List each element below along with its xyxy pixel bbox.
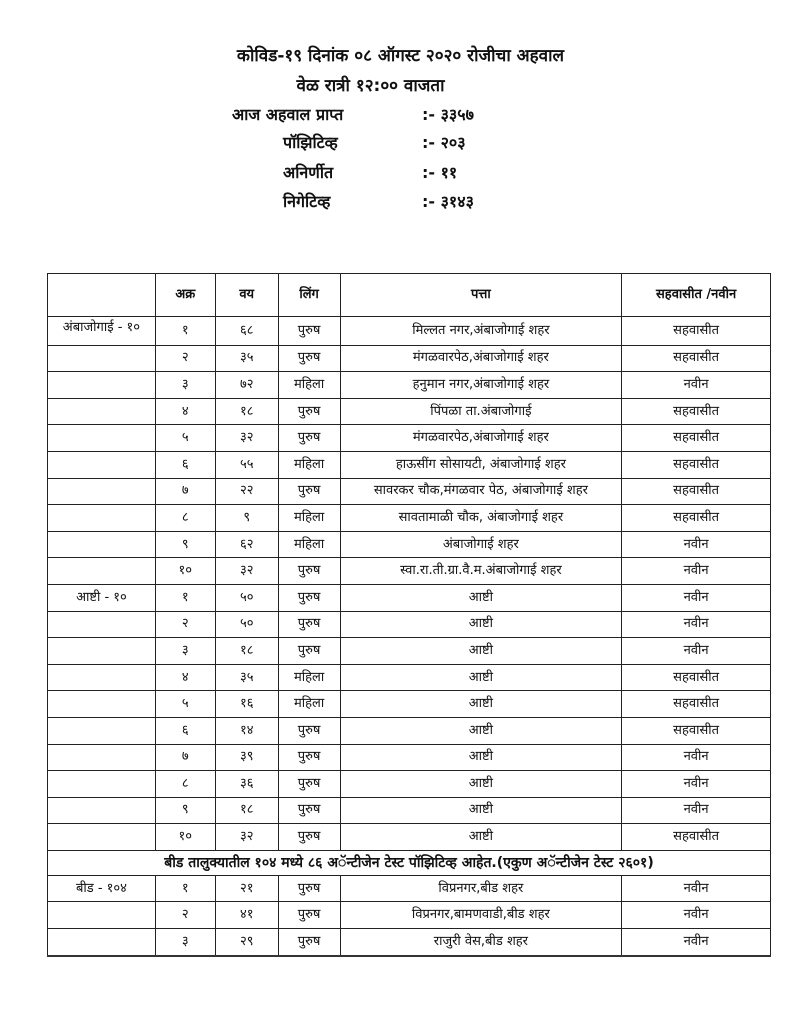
- report-title: कोविड-१९ दिनांक ०८ ऑगस्ट २०२० रोजीचा अहवाल: [236, 46, 565, 66]
- table-row: [48, 558, 771, 585]
- cell-address: सावतामाळी चौक, अंबाजोगाई शहर: [340, 505, 622, 532]
- cell-address: आष्टी: [340, 691, 622, 718]
- cell-gender: पुरुष: [278, 398, 340, 425]
- cell-serial: ७: [155, 744, 215, 771]
- cell-contact-type: सहवासीत: [622, 505, 771, 532]
- cell-address: मिल्लत नगर,अंबाजोगाई शहर: [340, 317, 622, 346]
- cell-serial: ९: [155, 797, 215, 824]
- cell-serial: १: [155, 584, 215, 611]
- cell-gender: महिला: [278, 505, 340, 532]
- cell-gender: पुरुष: [278, 717, 340, 744]
- cell-taluka: [48, 638, 156, 665]
- cell-age: २२: [215, 478, 278, 505]
- cell-age: ३२: [215, 824, 278, 851]
- cell-serial: १: [155, 875, 215, 902]
- table-row: [48, 875, 771, 902]
- cell-age: ३९: [215, 744, 278, 771]
- cell-address: अंबाजोगाई शहर: [340, 531, 622, 558]
- table-row: [48, 638, 771, 665]
- table-row: [48, 584, 771, 611]
- summary-label: पॉझिटिव्ह: [283, 133, 338, 152]
- table-row: [48, 824, 771, 851]
- cell-taluka: [48, 929, 156, 956]
- cell-serial: ३: [155, 372, 215, 399]
- summary-value: :- ३१४३: [422, 192, 474, 211]
- cell-address: विप्रनगर,बामणवाडी,बीड शहर: [340, 902, 622, 929]
- cell-age: ३६: [215, 771, 278, 798]
- table-row: [48, 797, 771, 824]
- cell-serial: २: [155, 345, 215, 372]
- cell-address: आष्टी: [340, 611, 622, 638]
- cell-taluka: [48, 398, 156, 425]
- cell-age: २९: [215, 929, 278, 956]
- header-gender: लिंग: [278, 274, 340, 317]
- cell-serial: २: [155, 611, 215, 638]
- cell-contact-type: सहवासीत: [622, 824, 771, 851]
- cell-serial: १०: [155, 558, 215, 585]
- cell-address: आष्टी: [340, 638, 622, 665]
- antigen-note-row: [48, 850, 771, 875]
- table-row: [48, 691, 771, 718]
- cell-contact-type: सहवासीत: [622, 345, 771, 372]
- summary-label: निगेटिव्ह: [283, 192, 331, 211]
- cell-address: स्वा.रा.ती.ग्रा.वै.म.अंबाजोगाई शहर: [340, 558, 622, 585]
- cell-address: आष्टी: [340, 824, 622, 851]
- table-row: [48, 372, 771, 399]
- cell-serial: १०: [155, 824, 215, 851]
- summary-value: :- ३३५७: [422, 105, 474, 124]
- table-row: [48, 345, 771, 372]
- cell-age: १८: [215, 638, 278, 665]
- cell-age: ९: [215, 505, 278, 532]
- cell-taluka: आष्टी - १०: [48, 584, 156, 611]
- cell-age: १८: [215, 797, 278, 824]
- cell-contact-type: सहवासीत: [622, 691, 771, 718]
- cell-gender: पुरुष: [278, 902, 340, 929]
- cell-serial: ३: [155, 929, 215, 956]
- table-row: [48, 771, 771, 798]
- cell-address: आष्टी: [340, 664, 622, 691]
- cell-gender: पुरुष: [278, 875, 340, 902]
- cell-contact-type: नवीन: [622, 638, 771, 665]
- cell-contact-type: सहवासीत: [622, 317, 771, 346]
- summary-value: :- २०३: [422, 133, 466, 152]
- cell-gender: पुरुष: [278, 797, 340, 824]
- cell-contact-type: नवीन: [622, 797, 771, 824]
- cell-address: आष्टी: [340, 744, 622, 771]
- cell-serial: ४: [155, 664, 215, 691]
- table-header-row: [48, 274, 771, 317]
- cell-taluka: बीड - १०४: [48, 875, 156, 902]
- cell-age: ६२: [215, 531, 278, 558]
- cell-address: राजुरी वेस,बीड शहर: [340, 929, 622, 956]
- cell-taluka: [48, 902, 156, 929]
- cell-taluka: [48, 505, 156, 532]
- table-row: [48, 505, 771, 532]
- table-row: [48, 531, 771, 558]
- cell-address: मंगळवारपेठ,अंबाजोगाई शहर: [340, 425, 622, 452]
- summary-label: आज अहवाल प्राप्त: [232, 105, 344, 124]
- cell-gender: पुरुष: [278, 345, 340, 372]
- table-body: [48, 317, 771, 956]
- cell-contact-type: सहवासीत: [622, 425, 771, 452]
- cell-gender: पुरुष: [278, 771, 340, 798]
- cell-serial: ८: [155, 505, 215, 532]
- cell-address: आष्टी: [340, 771, 622, 798]
- cell-serial: ९: [155, 531, 215, 558]
- cell-address: मंगळवारपेठ,अंबाजोगाई शहर: [340, 345, 622, 372]
- cell-contact-type: नवीन: [622, 531, 771, 558]
- cell-serial: ६: [155, 451, 215, 478]
- cell-taluka: [48, 664, 156, 691]
- cell-taluka: [48, 531, 156, 558]
- cell-taluka: [48, 425, 156, 452]
- cell-taluka: [48, 691, 156, 718]
- cell-contact-type: नवीन: [622, 771, 771, 798]
- cell-taluka: [48, 345, 156, 372]
- table-row: [48, 717, 771, 744]
- cell-age: ३२: [215, 558, 278, 585]
- header-serial: अक्र: [155, 274, 215, 317]
- cell-taluka: [48, 717, 156, 744]
- cell-age: ७२: [215, 372, 278, 399]
- cell-gender: महिला: [278, 372, 340, 399]
- cell-age: १८: [215, 398, 278, 425]
- cell-gender: पुरुष: [278, 584, 340, 611]
- cell-contact-type: नवीन: [622, 875, 771, 902]
- cell-gender: पुरुष: [278, 824, 340, 851]
- cell-address: आष्टी: [340, 584, 622, 611]
- cell-age: १६: [215, 691, 278, 718]
- summary-positive: [0, 130, 791, 156]
- cell-contact-type: नवीन: [622, 744, 771, 771]
- cell-gender: पुरुष: [278, 929, 340, 956]
- cell-gender: महिला: [278, 664, 340, 691]
- cell-age: ३५: [215, 664, 278, 691]
- cell-contact-type: नवीन: [622, 584, 771, 611]
- cell-contact-type: नवीन: [622, 929, 771, 956]
- cell-taluka: [48, 824, 156, 851]
- cell-gender: महिला: [278, 691, 340, 718]
- cell-age: ४१: [215, 902, 278, 929]
- cell-taluka: [48, 797, 156, 824]
- cell-serial: ५: [155, 691, 215, 718]
- cell-age: १४: [215, 717, 278, 744]
- cell-address: सावरकर चौक,मंगळवार पेठ, अंबाजोगाई शहर: [340, 478, 622, 505]
- cell-taluka: अंबाजोगाई - १०: [48, 317, 156, 346]
- cell-contact-type: नवीन: [622, 372, 771, 399]
- table-row: [48, 425, 771, 452]
- cell-serial: ७: [155, 478, 215, 505]
- cell-gender: महिला: [278, 451, 340, 478]
- table-row: [48, 451, 771, 478]
- cell-address: हनुमान नगर,अंबाजोगाई शहर: [340, 372, 622, 399]
- summary-inconclusive: [0, 160, 791, 186]
- summary-value: :- ११: [422, 163, 458, 182]
- table-row: [48, 664, 771, 691]
- cell-address: आष्टी: [340, 797, 622, 824]
- cell-gender: पुरुष: [278, 611, 340, 638]
- cell-gender: पुरुष: [278, 425, 340, 452]
- cell-gender: पुरुष: [278, 317, 340, 346]
- cell-age: ६८: [215, 317, 278, 346]
- cases-table: [47, 273, 771, 957]
- table-row: [48, 744, 771, 771]
- cell-serial: ४: [155, 398, 215, 425]
- cell-contact-type: सहवासीत: [622, 478, 771, 505]
- cell-taluka: [48, 558, 156, 585]
- cell-contact-type: सहवासीत: [622, 451, 771, 478]
- antigen-note: बीड तालुक्यातील १०४ मध्ये ८६ अॅन्टीजेन टेस्ट पॉझिटिव्ह आहेत.(एकुण अॅन्टीजेन टेस्ट २६०१): [48, 850, 771, 875]
- table-row: [48, 611, 771, 638]
- cell-taluka: [48, 771, 156, 798]
- table-row: [48, 478, 771, 505]
- cell-address: आष्टी: [340, 717, 622, 744]
- cell-contact-type: नवीन: [622, 558, 771, 585]
- cell-serial: ८: [155, 771, 215, 798]
- report-time: वेळ रात्री १२:०० वाजता: [296, 76, 445, 96]
- cell-age: २१: [215, 875, 278, 902]
- cell-address: पिंपळा ता.अंबाजोगाई: [340, 398, 622, 425]
- cell-serial: १: [155, 317, 215, 346]
- cell-contact-type: सहवासीत: [622, 717, 771, 744]
- header-taluka: [48, 274, 156, 317]
- cell-age: ५०: [215, 584, 278, 611]
- cell-gender: पुरुष: [278, 558, 340, 585]
- cell-taluka: [48, 611, 156, 638]
- cell-age: ३२: [215, 425, 278, 452]
- summary-received: [0, 102, 791, 128]
- cell-serial: ५: [155, 425, 215, 452]
- header-address: पत्ता: [340, 274, 622, 317]
- cell-contact-type: नवीन: [622, 611, 771, 638]
- cell-serial: २: [155, 902, 215, 929]
- cell-age: ३५: [215, 345, 278, 372]
- cell-age: ५५: [215, 451, 278, 478]
- cell-gender: पुरुष: [278, 478, 340, 505]
- cell-address: विप्रनगर,बीड शहर: [340, 875, 622, 902]
- summary-negative: [0, 189, 791, 215]
- cell-taluka: [48, 478, 156, 505]
- cell-gender: महिला: [278, 531, 340, 558]
- cell-contact-type: सहवासीत: [622, 398, 771, 425]
- cell-age: ५०: [215, 611, 278, 638]
- cell-serial: ३: [155, 638, 215, 665]
- cell-taluka: [48, 372, 156, 399]
- cell-contact-type: सहवासीत: [622, 664, 771, 691]
- cell-taluka: [48, 744, 156, 771]
- table-row: [48, 398, 771, 425]
- header-age: वय: [215, 274, 278, 317]
- summary-label: अनिर्णीत: [283, 163, 334, 182]
- header-contact-type: सहवासीत /नवीन: [622, 274, 771, 317]
- cell-gender: पुरुष: [278, 638, 340, 665]
- cell-gender: पुरुष: [278, 744, 340, 771]
- table-row: [48, 317, 771, 346]
- cell-address: हाऊसींग सोसायटी, अंबाजोगाई शहर: [340, 451, 622, 478]
- table-row: [48, 929, 771, 956]
- cell-contact-type: नवीन: [622, 902, 771, 929]
- table-row: [48, 902, 771, 929]
- cell-taluka: [48, 451, 156, 478]
- cell-serial: ६: [155, 717, 215, 744]
